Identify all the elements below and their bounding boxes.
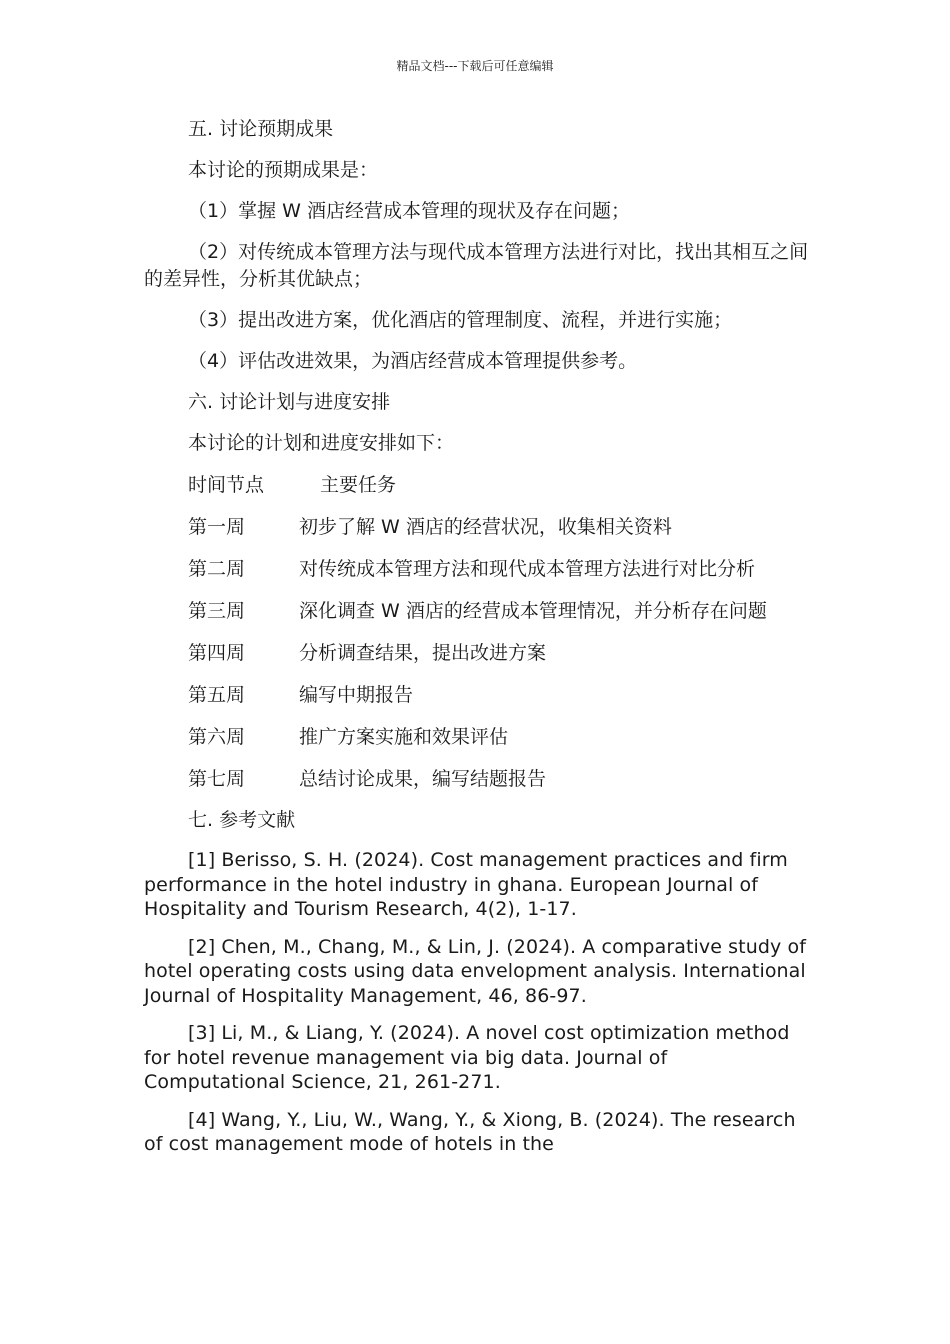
section-7-title: 七. 参考文献 [188,809,296,831]
reference-item: [2] Chen, M., Chang, M., & Lin, J. (2024). A comparative study of hotel operating costs using data envelopment analysis. International Journal of Hospitality Management, 46, 86-97. [144,935,807,1007]
reference-item: [1] Berisso, S. H. (2024). Cost management practices and firm performance in the hotel industry in ghana. European Journal of Hospitality and Tourism Research, 4(2), 1-17. [144,849,788,920]
section-5-lead: 本讨论的预期成果是： [188,159,379,181]
schedule-header-time: 时间节点 [188,474,265,496]
schedule-row [188,723,809,751]
reference-item: [4] Wang, Y., Liu, W., Wang, Y., & Xiong, B. (2024). The research of cost management mode of hotels in the [144,1108,796,1155]
reference-item: [3] Li, M., & Liang, Y. (2024). A novel cost optimization method for hotel revenue management via big data. Journal of Computational Science, 21, 261-271. [144,1022,790,1093]
schedule-week: 第六周 [188,726,246,748]
schedule-week: 第一周 [188,516,246,538]
section-6-lead: 本讨论的计划和进度安排如下： [188,432,455,454]
schedule-task: 对传统成本管理方法和现代成本管理方法进行对比分析 [299,558,756,580]
schedule-row [188,765,809,793]
section-6-title: 六. 讨论计划与进度安排 [188,391,391,413]
schedule-week: 第四周 [188,642,246,664]
schedule-task: 推广方案实施和效果评估 [299,726,509,748]
document-body [144,116,809,1170]
schedule-header-task: 主要任务 [320,474,397,496]
expected-result-3: （3）提出改进方案，优化酒店的管理制度、流程，并进行实施； [188,309,733,331]
section-5-title: 五. 讨论预期成果 [188,118,334,140]
page-header: 精品文档---下载后可任意编辑 [396,59,554,73]
schedule-task: 总结讨论成果，编写结题报告 [299,768,547,790]
expected-result-4: （4）评估改进效果，为酒店经营成本管理提供参考。 [188,350,638,372]
schedule-header-row [188,471,809,499]
expected-result-1: （1）掌握 W 酒店经营成本管理的现状及存在问题； [188,200,630,222]
schedule-row [188,639,809,667]
schedule-week: 第五周 [188,684,246,706]
schedule-row [188,597,809,625]
schedule-task: 分析调查结果，提出改进方案 [299,642,547,664]
schedule-week: 第三周 [188,600,246,622]
schedule-row [188,513,809,541]
expected-result-2: （2）对传统成本管理方法与现代成本管理方法进行对比，找出其相互之间的差异性，分析其优缺点； [144,241,809,290]
schedule-row [188,681,809,709]
schedule-week: 第七周 [188,768,246,790]
schedule-task: 深化调查 W 酒店的经营成本管理情况，并分析存在问题 [299,600,767,622]
schedule-row [188,555,809,583]
schedule-task: 初步了解 W 酒店的经营状况，收集相关资料 [299,516,672,538]
schedule-week: 第二周 [188,558,246,580]
schedule-task: 编写中期报告 [299,684,414,706]
